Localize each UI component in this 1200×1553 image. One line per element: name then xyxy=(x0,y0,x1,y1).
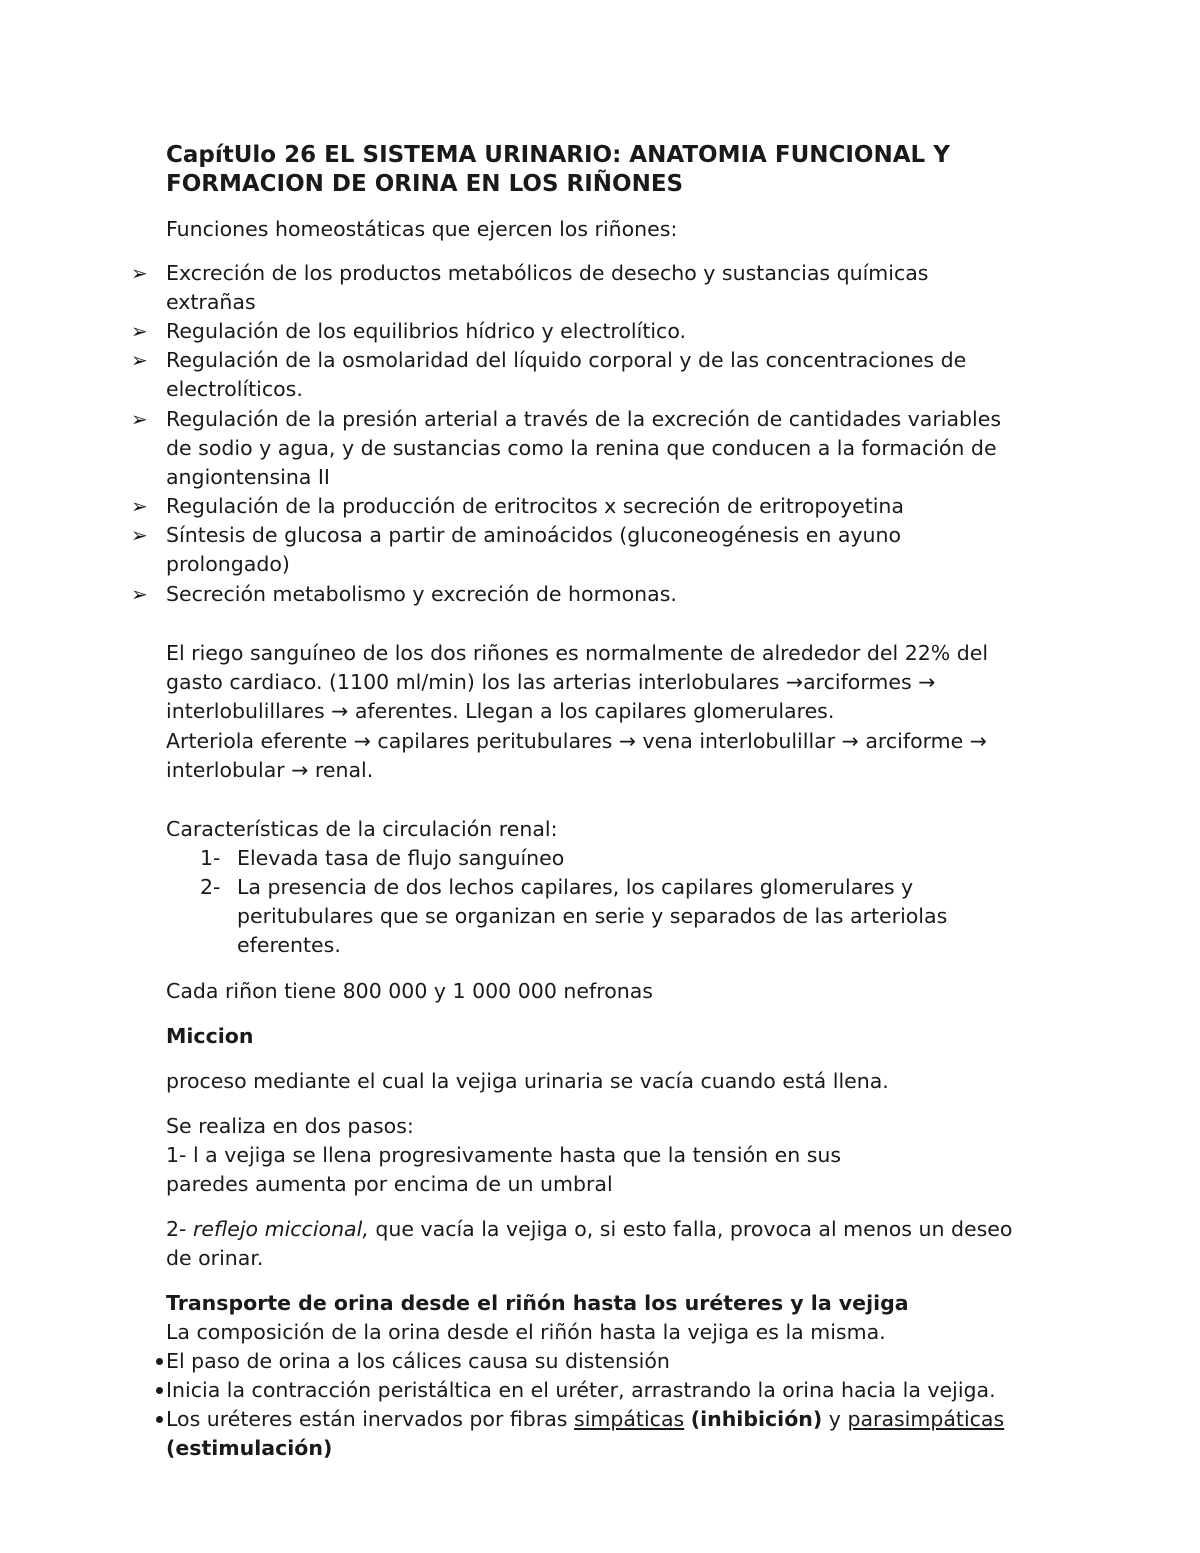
circulation-item-2-line-3: eferentes. xyxy=(237,933,341,957)
function-item-5: Regulación de la producción de eritrocitos x secreción de eritropoyetina xyxy=(166,494,904,518)
chapter-title-line-1: CapítUlo 26 EL SISTEMA URINARIO: ANATOMIA FUNCIONAL Y xyxy=(166,142,950,168)
step-2-prefix: 2- xyxy=(166,1217,193,1241)
conjunction-text: y xyxy=(822,1407,848,1431)
chapter-title-line-2: FORMACION DE ORINA EN LOS RIÑONES xyxy=(166,171,684,197)
function-item-3-line-1: Regulación de la osmolaridad del líquido corporal y de las concentraciones de xyxy=(166,348,967,372)
steps-intro: Se realiza en dos pasos: xyxy=(166,1114,414,1138)
function-item-1-line-2: extrañas xyxy=(166,290,256,314)
arrow-bullet-icon: ➢ xyxy=(131,319,148,343)
arrow-bullet-icon: ➢ xyxy=(131,348,148,372)
arrow-bullet-icon: ➢ xyxy=(131,494,148,518)
stimulation-term: (estimulación) xyxy=(166,1436,333,1460)
step-2-italic-term: reflejo miccional, xyxy=(192,1217,369,1241)
miccion-heading: Miccion xyxy=(166,1024,254,1048)
blood-flow-line-4: Arteriola eferente → capilares peritubulares → vena interlobulillar → arciforme → xyxy=(166,729,987,753)
function-item-7: Secreción metabolismo y excreción de hormonas. xyxy=(166,582,677,606)
step-1-line-2: paredes aumenta por encima de un umbral xyxy=(166,1172,613,1196)
list-number: 1- xyxy=(200,846,221,870)
inhibition-term: (inhibición) xyxy=(690,1407,823,1431)
step-2-line-2: de orinar. xyxy=(166,1246,264,1270)
sympathetic-term: simpáticas xyxy=(574,1407,685,1431)
function-item-4-line-1: Regulación de la presión arterial a través de la excreción de cantidades variables xyxy=(166,407,1002,431)
parasympathetic-term: parasimpáticas xyxy=(847,1407,1005,1431)
transport-heading: Transporte de orina desde el riñón hasta los uréteres y la vejiga xyxy=(166,1291,909,1315)
function-item-6-line-1: Síntesis de glucosa a partir de aminoácidos (gluconeogénesis en ayuno xyxy=(166,523,902,547)
step-2-rest: que vacía la vejiga o, si esto falla, provoca al menos un deseo xyxy=(368,1217,1013,1241)
transport-item-1: El paso de orina a los cálices causa su distensión xyxy=(166,1349,670,1373)
arrow-bullet-icon: ➢ xyxy=(131,523,148,547)
blood-flow-line-5: interlobular → renal. xyxy=(166,758,374,782)
blood-flow-line-2: gasto cardiaco. (1100 ml/min) los las arterias interlobulares →arciformes → xyxy=(166,670,936,694)
step-2-line-1 xyxy=(166,1217,1012,1241)
function-item-1-line-1: Excreción de los productos metabólicos de desecho y sustancias químicas xyxy=(166,261,929,285)
transport-item-2: Inicia la contracción peristáltica en el uréter, arrastrando la orina hacia la vejiga. xyxy=(166,1378,996,1402)
function-item-2: Regulación de los equilibrios hídrico y electrolítico. xyxy=(166,319,687,343)
transport-intro: La composición de la orina desde el riñón hasta la vejiga es la misma. xyxy=(166,1320,886,1344)
bullet-dot-icon xyxy=(156,1416,163,1423)
miccion-definition: proceso mediante el cual la vejiga urinaria se vacía cuando está llena. xyxy=(166,1069,889,1093)
function-item-3-line-2: electrolíticos. xyxy=(166,377,303,401)
nephrons-text: Cada riñon tiene 800 000 y 1 000 000 nefronas xyxy=(166,979,653,1003)
circulation-item-2-line-2: peritubulares que se organizan en serie y separados de las arteriolas xyxy=(237,904,948,928)
circulation-item-1: Elevada tasa de flujo sanguíneo xyxy=(237,846,565,870)
functions-intro: Funciones homeostáticas que ejercen los riñones: xyxy=(166,217,678,241)
function-item-4-line-2: de sodio y agua, y de sustancias como la renina que conducen a la formación de xyxy=(166,436,997,460)
blood-flow-line-3: interlobulillares → aferentes. Llegan a los capilares glomerulares. xyxy=(166,699,835,723)
function-item-6-line-2: prolongado) xyxy=(166,552,290,576)
bullet-dot-icon xyxy=(156,1387,163,1394)
bullet-dot-icon xyxy=(156,1358,163,1365)
function-item-4-line-3: angiontensina II xyxy=(166,465,330,489)
circulation-heading: Características de la circulación renal: xyxy=(166,817,558,841)
blood-flow-line-1: El riego sanguíneo de los dos riñones es normalmente de alrededor del 22% del xyxy=(166,641,989,665)
transport-item-3-text: Los uréteres están inervados por fibras xyxy=(166,1407,575,1431)
arrow-bullet-icon: ➢ xyxy=(131,407,148,431)
arrow-bullet-icon: ➢ xyxy=(131,582,148,606)
arrow-bullet-icon: ➢ xyxy=(131,261,148,285)
list-number: 2- xyxy=(200,875,221,899)
circulation-item-2-line-1: La presencia de dos lechos capilares, los capilares glomerulares y xyxy=(237,875,914,899)
transport-item-3 xyxy=(166,1407,1004,1431)
step-1-line-1: 1- l a vejiga se llena progresivamente hasta que la tensión en sus xyxy=(166,1143,842,1167)
